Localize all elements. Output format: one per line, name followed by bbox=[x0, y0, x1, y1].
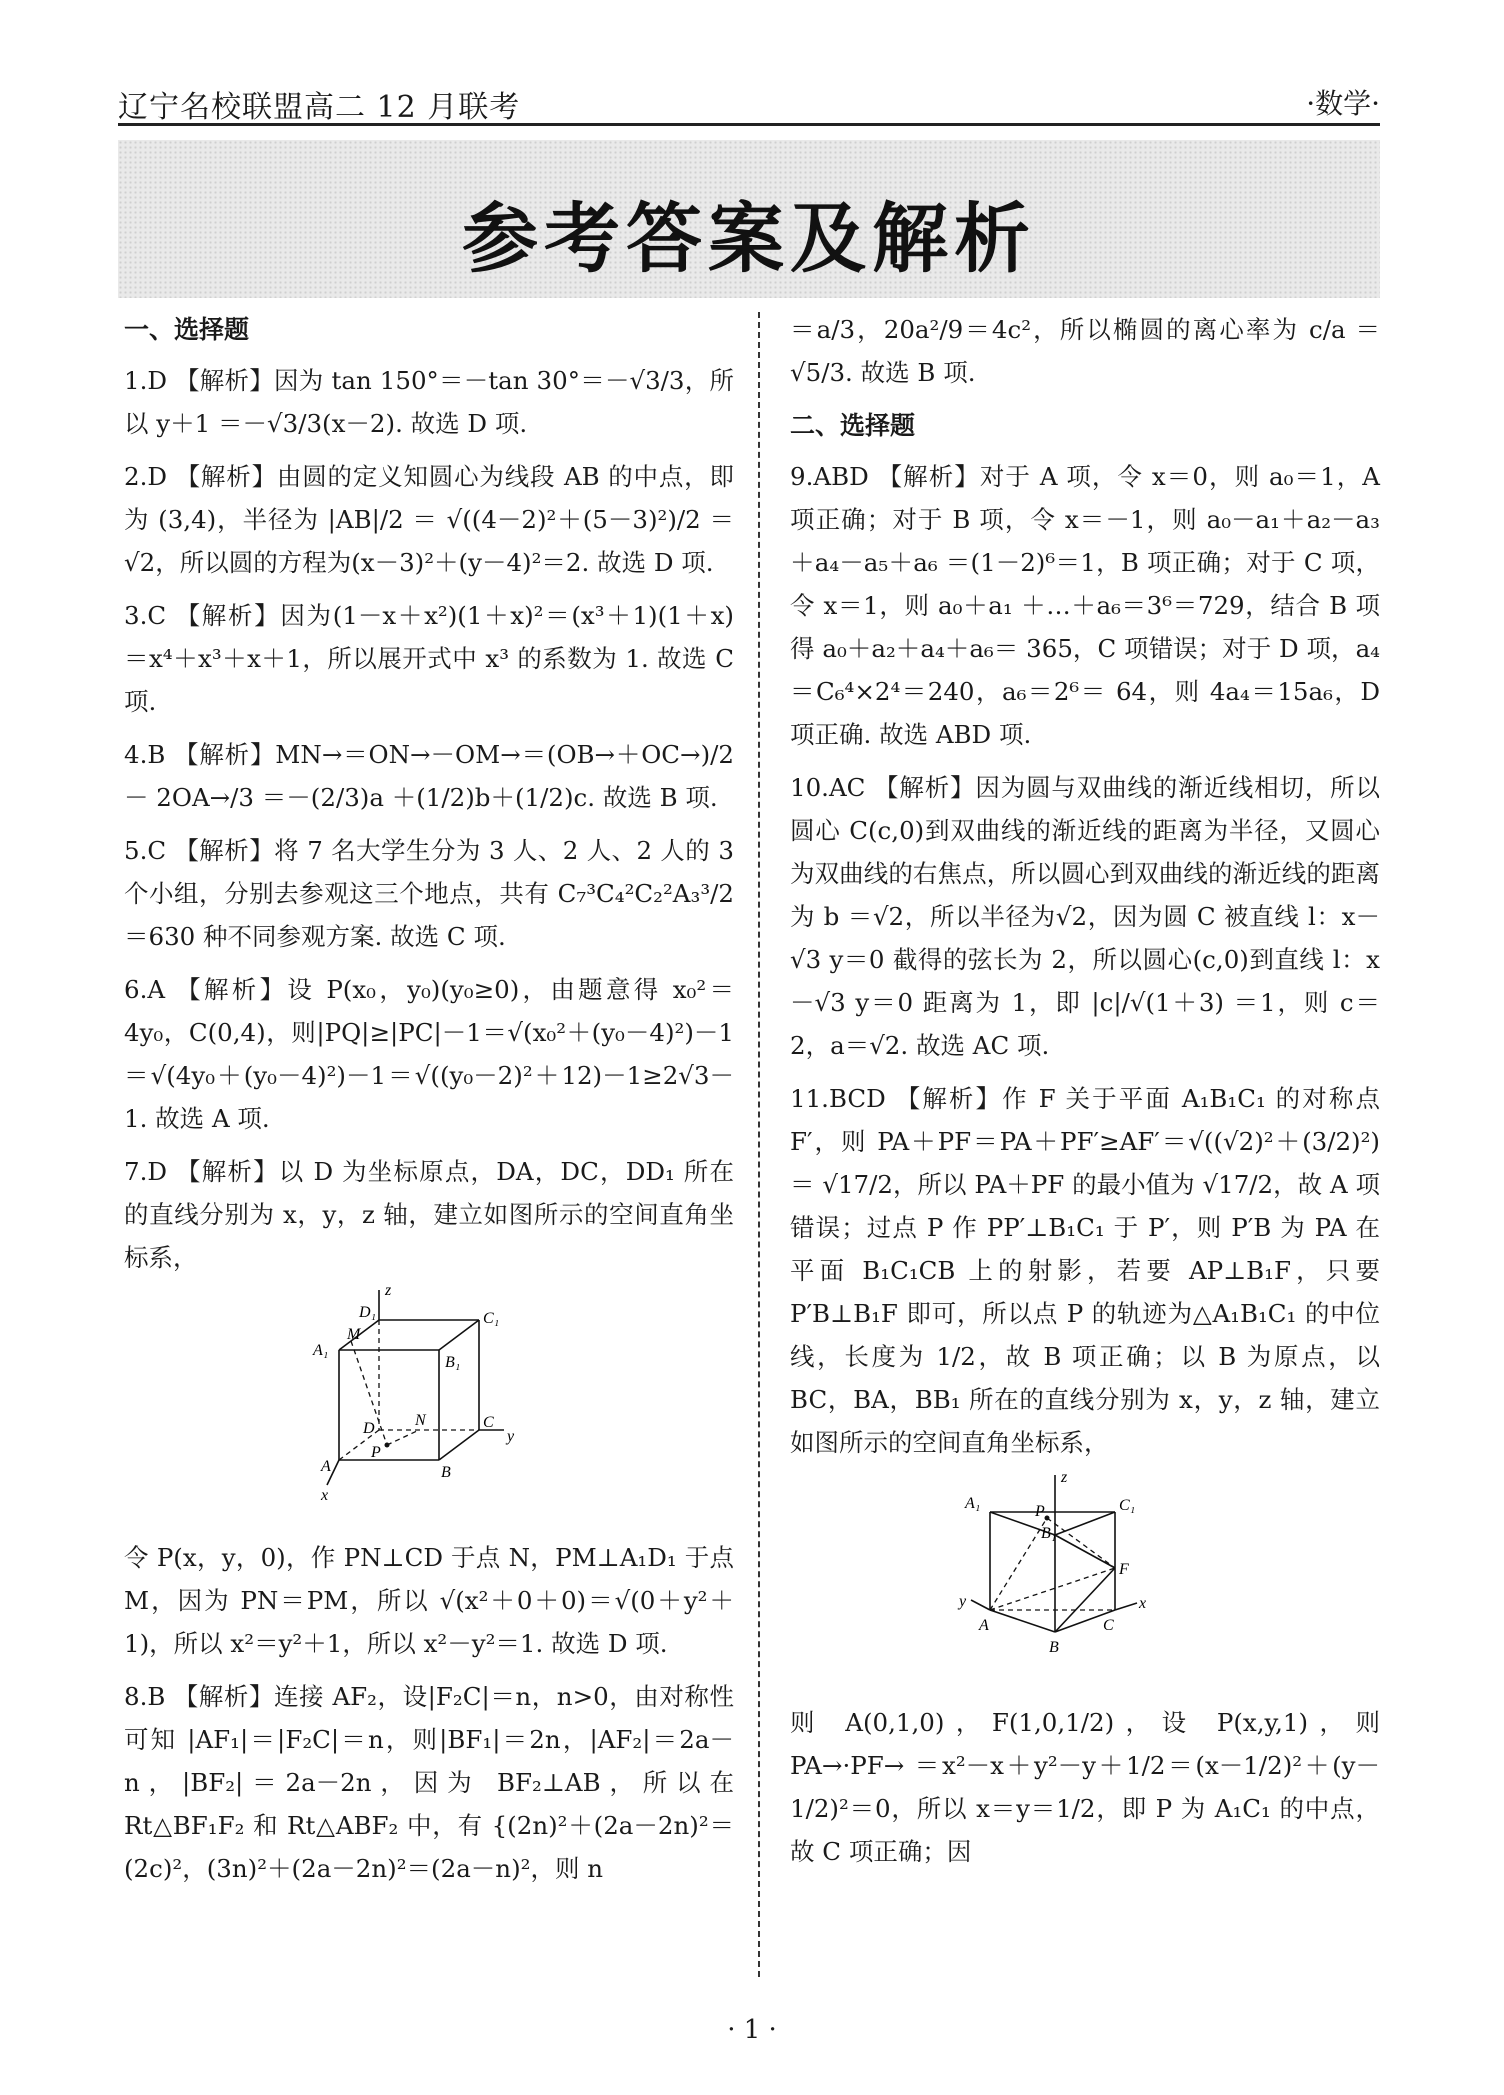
answer-2 bbox=[124, 455, 734, 584]
answer-11 bbox=[790, 1077, 1380, 1873]
axis-y-label-2: y bbox=[959, 1593, 967, 1610]
answer-11-text-a: 11.BCD 【解析】作 F 关于平面 A₁B₁C₁ 的对称点 F′，则 PA＋PF＝PA＋PF′≥AF′＝√((√2)²＋(3/2)²) ＝ √17/2，所以 PA＋PF 的最小值为 √17/2，故 A 项错误；过点 P 作 PP′⊥B₁C₁ 于 P′，则 P′B 为 PA 在平面 B₁C₁CB 上的射影，若要 AP⊥B₁F，只要 P′B⊥B₁F 即可，所以点 P 的轨迹为△A₁B₁C₁ 的中位线，长度为 1/2，故 B 项正确；以 B 为原点，以 BC，BA，BB₁ 所在的直线分别为 x，y，z 轴，建立如图所示的空间直角坐标系， bbox=[790, 1084, 1380, 1457]
point-p2 bbox=[1045, 1516, 1050, 1521]
prism-figure bbox=[790, 1470, 1380, 1693]
label-c1-2: C₁ bbox=[1119, 1497, 1136, 1514]
answer-6 bbox=[124, 968, 734, 1140]
answer-4-text: 4.B 【解析】MN→＝ON→－OM→＝(OB→＋OC→)/2 － 2OA→/3 ＝－(2/3)a ＋(1/2)b＋(1/2)c. 故选 B 项. bbox=[124, 740, 734, 812]
label-f: F bbox=[1119, 1561, 1129, 1578]
axis-x-label-2: x bbox=[1139, 1595, 1147, 1612]
label-a: A bbox=[321, 1458, 331, 1475]
label-d1: D₁ bbox=[359, 1304, 377, 1321]
answer-8-continued bbox=[790, 308, 1380, 394]
left-column bbox=[124, 308, 734, 1900]
label-a-2: A bbox=[979, 1617, 989, 1634]
answer-8-text: 8.B 【解析】连接 AF₂，设|F₂C|＝n，n>0，由对称性可知 |AF₁|＝|F₂C|＝n，则|BF₁|＝2n，|AF₂|＝2a－n，|BF₂|＝2a－2n，因为 BF₂⊥AB，所以在 Rt△BF₁F₂ 和 Rt△ABF₂ 中，有 {(2n)²＋(2a－2n)²＝(2c)²，(3n)²＋(2a－2n)²＝(2a－n)²，则 n bbox=[124, 1682, 734, 1883]
column-divider bbox=[758, 312, 760, 1977]
label-b-2: B bbox=[1049, 1639, 1059, 1656]
answer-3-text: 3.C 【解析】因为(1－x＋x²)(1＋x)²＝(x³＋1)(1＋x) ＝x⁴＋x³＋x＋1，所以展开式中 x³ 的系数为 1. 故选 C 项. bbox=[124, 601, 734, 716]
section-heading-2: 二、选择题 bbox=[790, 411, 916, 440]
axis-x-label: x bbox=[321, 1487, 329, 1504]
header-rule bbox=[118, 123, 1380, 126]
title-banner bbox=[118, 140, 1380, 298]
answer-2-text: 2.D 【解析】由圆的定义知圆心为线段 AB 的中点，即为 (3,4)，半径为 |AB|/2 ＝ √((4－2)²＋(5－3)²)/2 ＝√2，所以圆的方程为(x－3)²＋(y－4)²＝2. 故选 D 项. bbox=[124, 462, 734, 577]
answer-8-continued-text: ＝a/3，20a²/9＝4c²，所以椭圆的离心率为 c/a ＝√5/3. 故选 B 项. bbox=[790, 315, 1380, 387]
label-d: D bbox=[363, 1420, 375, 1437]
axis-y-label: y bbox=[507, 1428, 515, 1445]
label-b1: B₁ bbox=[445, 1354, 461, 1371]
cube-figure bbox=[124, 1285, 734, 1528]
answer-4 bbox=[124, 733, 734, 819]
prism-diagram bbox=[955, 1470, 1215, 1680]
answer-5-text: 5.C 【解析】将 7 名大学生分为 3 人、2 人、2 人的 3 个小组，分别去参观这三个地点，共有 C₇³C₄²C₂²A₃³/2 ＝630 种不同参观方案. 故选 C 项. bbox=[124, 836, 734, 951]
answer-10 bbox=[790, 766, 1380, 1067]
header-left: 辽宁名校联盟高二 12 月联考 bbox=[118, 90, 521, 125]
page-title: 参考答案及解析 bbox=[462, 194, 1036, 283]
answer-9 bbox=[790, 455, 1380, 756]
answer-7 bbox=[124, 1150, 734, 1665]
label-a1: A₁ bbox=[313, 1342, 329, 1359]
label-p-2: P bbox=[1035, 1503, 1045, 1520]
label-n: N bbox=[415, 1412, 426, 1429]
right-column bbox=[790, 308, 1380, 1883]
answer-7-text-a: 7.D 【解析】以 D 为坐标原点，DA，DC，DD₁ 所在的直线分别为 x，y，z 轴，建立如图所示的空间直角坐标系， bbox=[124, 1157, 734, 1272]
header-subject: ·数学· bbox=[1306, 87, 1380, 120]
answer-11-text-b: 则 A(0,1,0)，F(1,0,1/2)，设 P(x,y,1)，则 PA→·PF→ ＝x²－x＋y²－y＋1/2＝(x－1/2)²＋(y－1/2)²＝0，所以 x＝y＝1/2，即 P 为 A₁C₁ 的中点，故 C 项正确；因 bbox=[790, 1708, 1380, 1866]
answer-3 bbox=[124, 594, 734, 723]
answer-10-text: 10.AC 【解析】因为圆与双曲线的渐近线相切，所以圆心 C(c,0)到双曲线的渐近线的距离为半径，又圆心为双曲线的右焦点，所以圆心到双曲线的渐近线的距离为 b ＝√2，所以半径为√2，因为圆 C 被直线 l：x－√3 y＝0 截得的弦长为 2，所以圆心(c,0)到直线 l：x－√3 y＝0 距离为 1，即 |c|/√(1＋3) ＝1，则 c＝2，a＝√2. 故选 AC 项. bbox=[790, 773, 1380, 1060]
answer-7-text-b: 令 P(x，y，0)，作 PN⊥CD 于点 N，PM⊥A₁D₁ 于点 M，因为 PN＝PM，所以 √(x²＋0＋0)＝√(0＋y²＋1)，所以 x²＝y²＋1，所以 x²－y²＝1. 故选 D 项. bbox=[124, 1543, 734, 1658]
answer-9-text: 9.ABD 【解析】对于 A 项，令 x＝0，则 a₀＝1，A 项正确；对于 B 项，令 x＝－1，则 a₀－a₁＋a₂－a₃＋a₄－a₅＋a₆ ＝(1－2)⁶＝1，B 项正确；对于 C 项，令 x＝1，则 a₀＋a₁ ＋…＋a₆＝3⁶＝729，结合 B 项得 a₀＋a₂＋a₄＋a₆＝ 365，C 项错误；对于 D 项，a₄＝C₆⁴×2⁴＝240，a₆＝2⁶＝ 64，则 4a₄＝15a₆，D 项正确. 故选 ABD 项. bbox=[790, 462, 1380, 749]
answer-1-text: 1.D 【解析】因为 tan 150°＝－tan 30°＝－√3/3，所以 y＋1 ＝－√3/3(x－2). 故选 D 项. bbox=[124, 366, 734, 438]
answer-1 bbox=[124, 359, 734, 445]
answer-6-text: 6.A 【解析】设 P(x₀，y₀)(y₀≥0)，由题意得 x₀²＝4y₀，C(0,4)，则|PQ|≥|PC|－1＝√(x₀²＋(y₀－4)²)－1＝√(4y₀＋(y₀－4)²)－1＝√((y₀－2)²＋12)－1≥2√3－1. 故选 A 项. bbox=[124, 975, 734, 1133]
label-c-2: C bbox=[1103, 1617, 1114, 1634]
label-p: P bbox=[371, 1444, 381, 1461]
section-heading-1: 一、选择题 bbox=[124, 315, 250, 344]
axis-z-label: z bbox=[385, 1285, 392, 1299]
answer-5 bbox=[124, 829, 734, 958]
label-c1: C₁ bbox=[483, 1310, 500, 1327]
point-p bbox=[385, 1443, 390, 1448]
label-m: M bbox=[347, 1326, 361, 1343]
label-b1-2: B₁ bbox=[1041, 1525, 1057, 1542]
label-b: B bbox=[441, 1464, 451, 1481]
cube-diagram bbox=[299, 1285, 559, 1515]
page-number: · 1 · bbox=[727, 2015, 777, 2045]
label-c: C bbox=[483, 1414, 494, 1431]
label-a1-2: A₁ bbox=[965, 1495, 981, 1512]
answer-8 bbox=[124, 1675, 734, 1890]
axis-z-label-2: z bbox=[1061, 1470, 1068, 1486]
